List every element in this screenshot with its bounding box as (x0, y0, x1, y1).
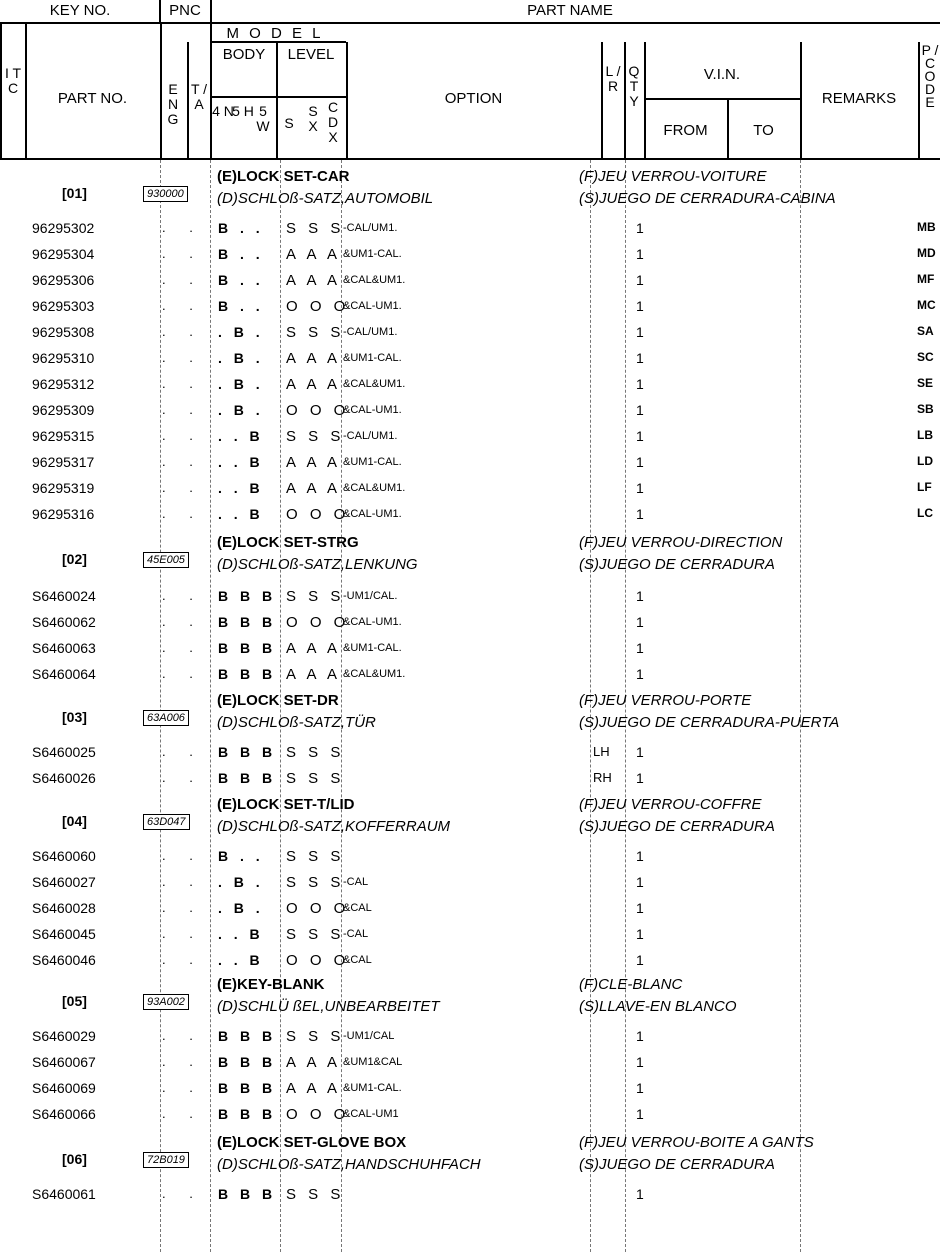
key-number: [05] (62, 993, 87, 1009)
vin-to-header: TO (753, 122, 774, 139)
table-row (0, 844, 940, 870)
qty-cell: 1 (636, 952, 644, 968)
pnc-code: 930000 (143, 186, 188, 202)
part-name-de: (D)SCHLOß-SATZ,AUTOMOBIL (217, 190, 434, 207)
eng-ta-cell: . . (162, 666, 203, 681)
body-cell: B B B (218, 640, 277, 656)
part-number: 96295306 (32, 272, 95, 288)
body-cell: . . B (218, 454, 264, 470)
eng-ta-cell: . . (162, 640, 203, 655)
level-cell: S S S (286, 428, 345, 445)
part-number: 96295315 (32, 428, 95, 444)
eng-ta-cell: . . (162, 614, 203, 629)
option-cell: &UM1-CAL. (343, 642, 402, 654)
table-row (0, 502, 940, 528)
option-cell: &CAL (343, 954, 372, 966)
body-cell: . B . (218, 376, 264, 392)
part-name-fr: (F)JEU VERROU-VOITURE (579, 168, 767, 185)
body-cell: B B B (218, 666, 277, 682)
body-cell: . B . (218, 324, 264, 340)
table-row (0, 268, 940, 294)
qty-cell: 1 (636, 1080, 644, 1096)
qty-cell: 1 (636, 402, 644, 418)
body-cell: B B B (218, 1054, 277, 1070)
pcode-header: P / C O D E (921, 42, 939, 110)
part-number: S6460060 (32, 848, 96, 864)
eng-ta-cell: . . (162, 848, 203, 863)
body-cell: B . . (218, 298, 264, 314)
part-no-header: PART NO. (57, 90, 128, 107)
pcode-cell: MC (917, 298, 936, 312)
qty-cell: 1 (636, 246, 644, 262)
level-cell: A A A (286, 350, 342, 367)
table-row (0, 242, 940, 268)
eng-ta-cell: . . (162, 926, 203, 941)
level-cell: O O O (286, 614, 350, 631)
lr-cell: RH (593, 770, 612, 785)
part-group (0, 168, 940, 216)
part-name-de: (D)SCHLÜ ßEL,UNBEARBEITET (217, 998, 440, 1015)
part-number: S6460062 (32, 614, 96, 630)
key-number: [02] (62, 551, 87, 567)
ta-header: T / A (190, 81, 208, 112)
part-group (0, 1134, 940, 1182)
option-cell: -CAL/UM1. (343, 222, 398, 234)
part-name-en: (E)KEY-BLANK (217, 976, 325, 993)
body-cell: . B . (218, 874, 264, 890)
key-number: [01] (62, 185, 87, 201)
table-row (0, 1102, 940, 1128)
pcode-cell: LB (917, 428, 933, 442)
key-no-header: KEY NO. (49, 2, 111, 19)
table-row (0, 424, 940, 450)
option-cell: &UM1&CAL (343, 1056, 403, 1068)
part-name-es: (S)LLAVE-EN BLANCO (579, 998, 737, 1015)
table-row (0, 1182, 940, 1208)
lr-cell: LH (593, 744, 610, 759)
part-name-en: (E)LOCK SET-GLOVE BOX (217, 1134, 407, 1151)
option-cell: &CAL-UM1. (343, 300, 402, 312)
table-row (0, 320, 940, 346)
pcode-cell: MB (917, 220, 936, 234)
body-cell: . B . (218, 402, 264, 418)
qty-cell: 1 (636, 666, 644, 682)
pnc-code: 72B019 (143, 1152, 189, 1168)
level-cell: S S S (286, 926, 345, 943)
eng-ta-cell: . . (162, 298, 203, 313)
eng-ta-cell: . . (162, 770, 203, 785)
part-name-es: (S)JUEGO DE CERRADURA-CABINA (579, 190, 836, 207)
table-row (0, 896, 940, 922)
option-cell: -CAL (343, 928, 369, 940)
key-number: [03] (62, 709, 87, 725)
table-row (0, 216, 940, 242)
body-col-4n: 4 N (212, 103, 234, 119)
eng-ta-cell: . . (162, 1028, 203, 1043)
option-cell: -UM1/CAL. (343, 590, 398, 602)
part-name-es: (S)JUEGO DE CERRADURA (579, 818, 775, 835)
option-cell: -CAL/UM1. (343, 430, 398, 442)
eng-ta-cell: . . (162, 376, 203, 391)
table-row (0, 584, 940, 610)
level-cell: S S S (286, 588, 345, 605)
table-row (0, 372, 940, 398)
part-name-de: (D)SCHLOß-SATZ,TÜR (217, 714, 376, 731)
part-group (0, 976, 940, 1024)
level-cell: O O O (286, 952, 350, 969)
part-group (0, 796, 940, 844)
level-cell: S S S (286, 874, 345, 891)
eng-ta-cell: . . (162, 1054, 203, 1069)
pcode-cell: LF (917, 480, 932, 494)
table-row (0, 294, 940, 320)
option-cell: &UM1-CAL. (343, 1082, 402, 1094)
part-name-en: (E)LOCK SET-DR (217, 692, 339, 709)
part-name-fr: (F)CLE-BLANC (579, 976, 683, 993)
qty-cell: 1 (636, 1186, 644, 1202)
part-name-es: (S)JUEGO DE CERRADURA (579, 556, 775, 573)
qty-cell: 1 (636, 376, 644, 392)
table-row (0, 662, 940, 688)
pcode-cell: SA (917, 324, 934, 338)
eng-header: E N G (167, 81, 179, 127)
option-cell: -CAL/UM1. (343, 326, 398, 338)
body-cell: B B B (218, 744, 277, 760)
option-cell: &CAL-UM1. (343, 616, 402, 628)
part-number: S6460066 (32, 1106, 96, 1122)
body-cell: . . B (218, 428, 264, 444)
qty-cell: 1 (636, 926, 644, 942)
option-cell: &UM1-CAL. (343, 248, 402, 260)
qty-cell: 1 (636, 324, 644, 340)
body-cell: B . . (218, 272, 264, 288)
part-name-en: (E)LOCK SET-STRG (217, 534, 359, 551)
option-cell: &CAL&UM1. (343, 274, 406, 286)
body-col-5w: 5 W (256, 103, 270, 134)
body-cell: B B B (218, 614, 277, 630)
part-name-de: (D)SCHLOß-SATZ,KOFFERRAUM (217, 818, 451, 835)
part-name-es: (S)JUEGO DE CERRADURA-PUERTA (579, 714, 840, 731)
part-name-en: (E)LOCK SET-CAR (217, 168, 350, 185)
level-cell: A A A (286, 1054, 342, 1071)
table-row (0, 948, 940, 974)
option-cell: &CAL-UM1 (343, 1108, 399, 1120)
part-number: S6460027 (32, 874, 96, 890)
pcode-cell: LD (917, 454, 933, 468)
qty-cell: 1 (636, 1028, 644, 1044)
qty-cell: 1 (636, 900, 644, 916)
part-name-fr: (F)JEU VERROU-COFFRE (579, 796, 762, 813)
level-cell: S S S (286, 770, 345, 787)
body-cell: B B B (218, 588, 277, 604)
qty-header: Q T Y (628, 63, 640, 109)
remarks-header: REMARKS (821, 90, 897, 107)
option-cell: -CAL (343, 876, 369, 888)
option-cell: &CAL (343, 902, 372, 914)
part-number: 96295308 (32, 324, 95, 340)
lr-header: L / R (605, 63, 621, 94)
part-number: 96295317 (32, 454, 95, 470)
part-number: S6460064 (32, 666, 96, 682)
body-cell: B B B (218, 1106, 277, 1122)
pnc-header: PNC (169, 2, 201, 19)
level-cell: O O O (286, 298, 350, 315)
body-cell: B B B (218, 1186, 277, 1202)
pcode-cell: SC (917, 350, 934, 364)
part-group (0, 692, 940, 740)
body-cell: . B . (218, 350, 264, 366)
body-col-5h: 5 H (232, 103, 254, 119)
part-name-header: PART NAME (527, 2, 613, 19)
part-name-de: (D)SCHLOß-SATZ,LENKUNG (217, 556, 418, 573)
body-cell: . . B (218, 926, 264, 942)
body-cell: B B B (218, 770, 277, 786)
option-cell: &CAL-UM1. (343, 508, 402, 520)
level-cell: S S S (286, 324, 345, 341)
level-cell: O O O (286, 900, 350, 917)
table-row (0, 476, 940, 502)
level-col-s: S (284, 115, 294, 131)
option-cell: &CAL-UM1. (343, 404, 402, 416)
itc-header: I T C (4, 65, 22, 96)
body-cell: B . . (218, 848, 264, 864)
body-cell: . . B (218, 480, 264, 496)
eng-ta-cell: . . (162, 350, 203, 365)
pcode-cell: SB (917, 402, 934, 416)
qty-cell: 1 (636, 350, 644, 366)
qty-cell: 1 (636, 454, 644, 470)
level-cell: S S S (286, 220, 345, 237)
table-row (0, 922, 940, 948)
part-number: S6460061 (32, 1186, 96, 1202)
eng-ta-cell: . . (162, 506, 203, 521)
level-cell: A A A (286, 666, 342, 683)
option-cell: &UM1-CAL. (343, 456, 402, 468)
part-number: 96295304 (32, 246, 95, 262)
part-name-es: (S)JUEGO DE CERRADURA (579, 1156, 775, 1173)
option-header: OPTION (444, 90, 503, 107)
level-cell: A A A (286, 246, 342, 263)
model-header: M O D E L (226, 25, 324, 42)
eng-ta-cell: . . (162, 900, 203, 915)
qty-cell: 1 (636, 874, 644, 890)
part-number: 96295310 (32, 350, 95, 366)
table-row (0, 398, 940, 424)
body-cell: B B B (218, 1028, 277, 1044)
eng-ta-cell: . . (162, 952, 203, 967)
part-number: S6460045 (32, 926, 96, 942)
part-number: 96295312 (32, 376, 95, 392)
level-col-cdx: C D X (327, 99, 339, 145)
level-cell: S S S (286, 848, 345, 865)
body-header: BODY (222, 46, 266, 63)
qty-cell: 1 (636, 640, 644, 656)
qty-cell: 1 (636, 272, 644, 288)
table-row (0, 636, 940, 662)
level-cell: O O O (286, 506, 350, 523)
level-cell: A A A (286, 376, 342, 393)
part-name-fr: (F)JEU VERROU-BOITE A GANTS (579, 1134, 814, 1151)
level-cell: A A A (286, 454, 342, 471)
level-col-sx: S X (308, 103, 318, 134)
vin-from-header: FROM (663, 122, 708, 139)
eng-ta-cell: . . (162, 324, 203, 339)
pcode-cell: LC (917, 506, 933, 520)
part-number: S6460025 (32, 744, 96, 760)
qty-cell: 1 (636, 1054, 644, 1070)
part-number: S6460067 (32, 1054, 96, 1070)
eng-ta-cell: . . (162, 402, 203, 417)
level-cell: O O O (286, 1106, 350, 1123)
eng-ta-cell: . . (162, 480, 203, 495)
level-header: LEVEL (287, 46, 335, 63)
part-group (0, 534, 940, 582)
table-row (0, 1024, 940, 1050)
part-number: S6460026 (32, 770, 96, 786)
table-row (0, 1076, 940, 1102)
qty-cell: 1 (636, 506, 644, 522)
pnc-code: 45E005 (143, 552, 189, 568)
part-number: 96295303 (32, 298, 95, 314)
eng-ta-cell: . . (162, 428, 203, 443)
option-cell: &CAL&UM1. (343, 668, 406, 680)
table-row (0, 610, 940, 636)
eng-ta-cell: . . (162, 874, 203, 889)
body-cell: . B . (218, 900, 264, 916)
table-row (0, 1050, 940, 1076)
eng-ta-cell: . . (162, 1106, 203, 1121)
body-cell: . . B (218, 506, 264, 522)
pnc-code: 63A006 (143, 710, 189, 726)
eng-ta-cell: . . (162, 220, 203, 235)
part-number: 96295319 (32, 480, 95, 496)
eng-ta-cell: . . (162, 272, 203, 287)
qty-cell: 1 (636, 220, 644, 236)
level-cell: O O O (286, 402, 350, 419)
pcode-cell: MD (917, 246, 936, 260)
level-cell: S S S (286, 1028, 345, 1045)
vin-header: V.I.N. (703, 66, 741, 83)
body-cell: . . B (218, 952, 264, 968)
body-cell: B . . (218, 246, 264, 262)
key-number: [04] (62, 813, 87, 829)
part-number: 96295309 (32, 402, 95, 418)
part-number: S6460029 (32, 1028, 96, 1044)
qty-cell: 1 (636, 744, 644, 760)
key-number: [06] (62, 1151, 87, 1167)
qty-cell: 1 (636, 480, 644, 496)
pcode-cell: MF (917, 272, 935, 286)
qty-cell: 1 (636, 1106, 644, 1122)
table-row (0, 766, 940, 792)
level-cell: A A A (286, 480, 342, 497)
part-number: S6460028 (32, 900, 96, 916)
eng-ta-cell: . . (162, 744, 203, 759)
part-name-fr: (F)JEU VERROU-PORTE (579, 692, 752, 709)
level-cell: S S S (286, 744, 345, 761)
qty-cell: 1 (636, 848, 644, 864)
qty-cell: 1 (636, 428, 644, 444)
eng-ta-cell: . . (162, 1186, 203, 1201)
qty-cell: 1 (636, 770, 644, 786)
part-number: 96295302 (32, 220, 95, 236)
eng-ta-cell: . . (162, 454, 203, 469)
table-row (0, 740, 940, 766)
pnc-code: 63D047 (143, 814, 190, 830)
body-cell: B B B (218, 1080, 277, 1096)
level-cell: A A A (286, 272, 342, 289)
part-number: 96295316 (32, 506, 95, 522)
part-number: S6460063 (32, 640, 96, 656)
pcode-cell: SE (917, 376, 934, 390)
level-cell: S S S (286, 1186, 345, 1203)
level-cell: A A A (286, 640, 342, 657)
pnc-code: 93A002 (143, 994, 189, 1010)
part-number: S6460046 (32, 952, 96, 968)
part-number: S6460024 (32, 588, 96, 604)
level-cell: A A A (286, 1080, 342, 1097)
eng-ta-cell: . . (162, 1080, 203, 1095)
qty-cell: 1 (636, 588, 644, 604)
eng-ta-cell: . . (162, 246, 203, 261)
option-cell: &CAL&UM1. (343, 378, 406, 390)
option-cell: &CAL&UM1. (343, 482, 406, 494)
qty-cell: 1 (636, 298, 644, 314)
part-number: S6460069 (32, 1080, 96, 1096)
part-name-en: (E)LOCK SET-T/LID (217, 796, 355, 813)
qty-cell: 1 (636, 614, 644, 630)
table-row (0, 346, 940, 372)
table-row (0, 450, 940, 476)
table-row (0, 870, 940, 896)
option-cell: -UM1/CAL (343, 1030, 395, 1042)
eng-ta-cell: . . (162, 588, 203, 603)
part-name-de: (D)SCHLOß-SATZ,HANDSCHUHFACH (217, 1156, 481, 1173)
body-cell: B . . (218, 220, 264, 236)
part-name-fr: (F)JEU VERROU-DIRECTION (579, 534, 783, 551)
option-cell: &UM1-CAL. (343, 352, 402, 364)
